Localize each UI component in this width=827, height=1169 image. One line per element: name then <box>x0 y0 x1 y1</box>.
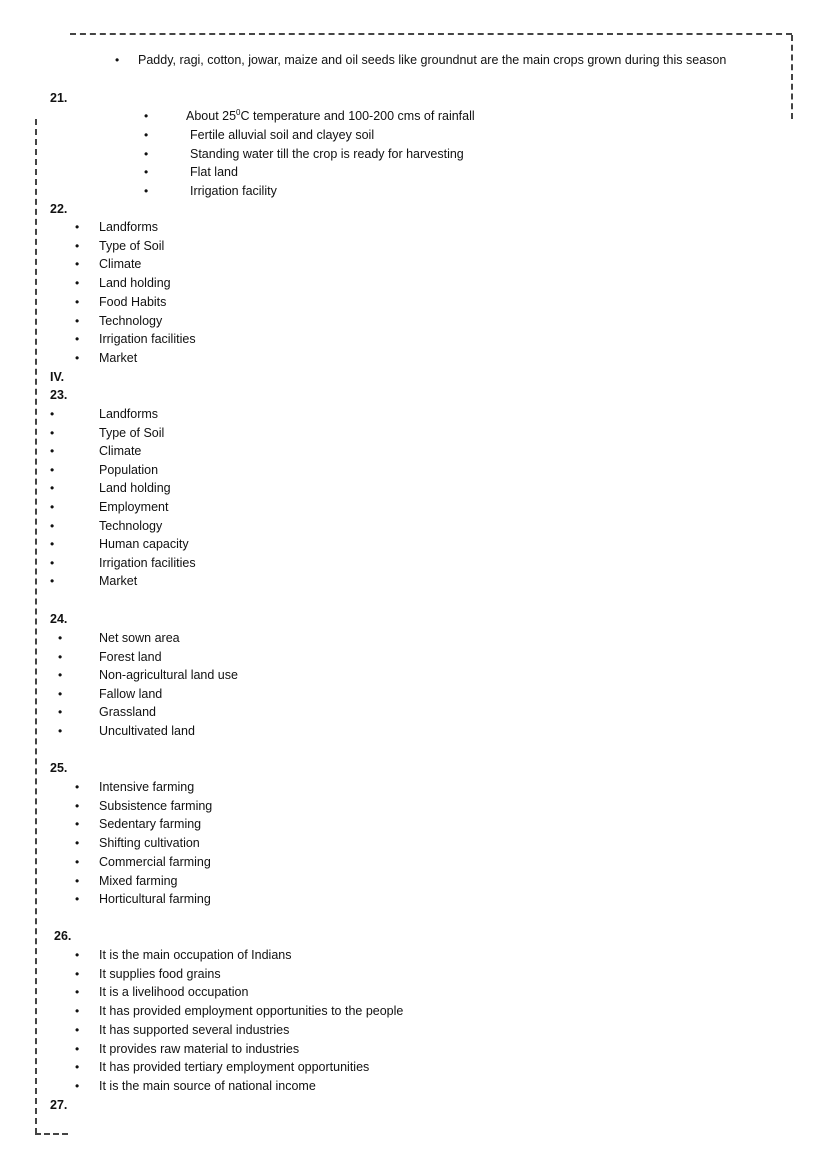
question-23-item: Employment <box>99 500 169 514</box>
question-26-item: It has supported several industries <box>99 1023 290 1037</box>
question-22-item: Climate <box>99 257 142 271</box>
list-bullet: • <box>50 574 55 588</box>
question-23-item: Human capacity <box>99 537 189 551</box>
list-bullet: • <box>58 705 63 719</box>
question-23-item: Landforms <box>99 407 159 421</box>
question-23-item: Land holding <box>99 481 171 495</box>
list-bullet: • <box>58 724 63 738</box>
list-bullet: • <box>144 184 149 198</box>
list-bullet: • <box>75 276 80 290</box>
question-21-bullet: • <box>144 109 149 123</box>
list-bullet: • <box>75 799 80 813</box>
list-bullet: • <box>75 295 80 309</box>
question-23-item: Type of Soil <box>99 426 165 440</box>
page-border-right <box>791 35 793 119</box>
question-23-number: 23. <box>50 388 68 402</box>
section-heading: IV. <box>50 370 65 384</box>
page-border-bottom <box>35 1133 68 1135</box>
question-22-item: Food Habits <box>99 295 167 309</box>
question-21-item: Standing water till the crop is ready for harvesting <box>190 147 464 161</box>
list-bullet: • <box>75 874 80 888</box>
list-bullet: • <box>75 948 80 962</box>
question-23-item: Irrigation facilities <box>99 556 196 570</box>
question-26-item: It has provided tertiary employment opportunities <box>99 1060 370 1074</box>
list-bullet: • <box>75 1079 80 1093</box>
question-25-item: Subsistence farming <box>99 799 213 813</box>
page-border-top <box>70 33 792 35</box>
list-bullet: • <box>75 1042 80 1056</box>
question-26-item: It is the main occupation of Indians <box>99 948 292 962</box>
question-21-item: Flat land <box>190 165 238 179</box>
list-bullet: • <box>50 463 55 477</box>
page-border-left <box>35 119 37 1134</box>
question-26-item: It is the main source of national income <box>99 1079 316 1093</box>
question-26-item: It has provided employment opportunities to the people <box>99 1004 404 1018</box>
question-24-item: Net sown area <box>99 631 180 645</box>
question-25-item: Shifting cultivation <box>99 836 200 850</box>
list-bullet: • <box>75 817 80 831</box>
question-27-number: 27. <box>50 1098 68 1112</box>
question-21-item-temperature: About $25^0C$ temperature and 100-200 cms of rainfall <box>186 108 475 123</box>
question-26-item: It supplies food grains <box>99 967 221 981</box>
list-bullet: • <box>144 128 149 142</box>
list-bullet: • <box>50 537 55 551</box>
list-bullet: • <box>75 855 80 869</box>
question-25-item: Sedentary farming <box>99 817 202 831</box>
question-22-item: Technology <box>99 314 163 328</box>
question-23-item: Climate <box>99 444 142 458</box>
question-26-item: It is a livelihood occupation <box>99 985 249 999</box>
list-bullet: • <box>75 314 80 328</box>
question-21-item: Fertile alluvial soil and clayey soil <box>190 128 375 142</box>
list-bullet: • <box>50 556 55 570</box>
question-22-item: Land holding <box>99 276 171 290</box>
list-bullet: • <box>75 985 80 999</box>
question-24-item: Forest land <box>99 650 162 664</box>
question-23-item: Market <box>99 574 138 588</box>
list-bullet: • <box>75 892 80 906</box>
question-22-number: 22. <box>50 202 68 216</box>
question-24-number: 24. <box>50 612 68 626</box>
list-bullet: • <box>75 967 80 981</box>
list-bullet: • <box>75 332 80 346</box>
question-26-item: It provides raw material to industries <box>99 1042 300 1056</box>
intro-bullet: • <box>115 53 120 67</box>
question-25-item: Commercial farming <box>99 855 211 869</box>
list-bullet: • <box>58 650 63 664</box>
question-25-item: Mixed farming <box>99 874 178 888</box>
list-bullet: • <box>75 220 80 234</box>
list-bullet: • <box>75 1023 80 1037</box>
question-24-item: Uncultivated land <box>99 724 195 738</box>
list-bullet: • <box>58 668 63 682</box>
list-bullet: • <box>58 631 63 645</box>
intro-text: Paddy, ragi, cotton, jowar, maize and oil seeds like groundnut are the main crops grown during this season <box>138 53 727 67</box>
list-bullet: • <box>50 481 55 495</box>
question-22-item: Landforms <box>99 220 159 234</box>
list-bullet: • <box>75 239 80 253</box>
list-bullet: • <box>50 407 55 421</box>
question-21-item: Irrigation facility <box>190 184 277 198</box>
list-bullet: • <box>50 444 55 458</box>
list-bullet: • <box>75 1060 80 1074</box>
list-bullet: • <box>144 147 149 161</box>
list-bullet: • <box>75 780 80 794</box>
question-22-item: Irrigation facilities <box>99 332 196 346</box>
list-bullet: • <box>75 351 80 365</box>
list-bullet: • <box>75 836 80 850</box>
question-23-item: Technology <box>99 519 163 533</box>
question-26-number: 26. <box>54 929 72 943</box>
question-25-item: Intensive farming <box>99 780 195 794</box>
question-22-item: Market <box>99 351 138 365</box>
list-bullet: • <box>50 426 55 440</box>
list-bullet: • <box>50 500 55 514</box>
list-bullet: • <box>50 519 55 533</box>
question-21-number: 21. <box>50 91 68 105</box>
list-bullet: • <box>144 165 149 179</box>
question-25-item: Horticultural farming <box>99 892 211 906</box>
question-24-item: Non-agricultural land use <box>99 668 238 682</box>
list-bullet: • <box>58 687 63 701</box>
question-22-item: Type of Soil <box>99 239 165 253</box>
question-24-item: Fallow land <box>99 687 163 701</box>
list-bullet: • <box>75 257 80 271</box>
question-23-item: Population <box>99 463 159 477</box>
question-25-number: 25. <box>50 761 68 775</box>
list-bullet: • <box>75 1004 80 1018</box>
question-24-item: Grassland <box>99 705 156 719</box>
